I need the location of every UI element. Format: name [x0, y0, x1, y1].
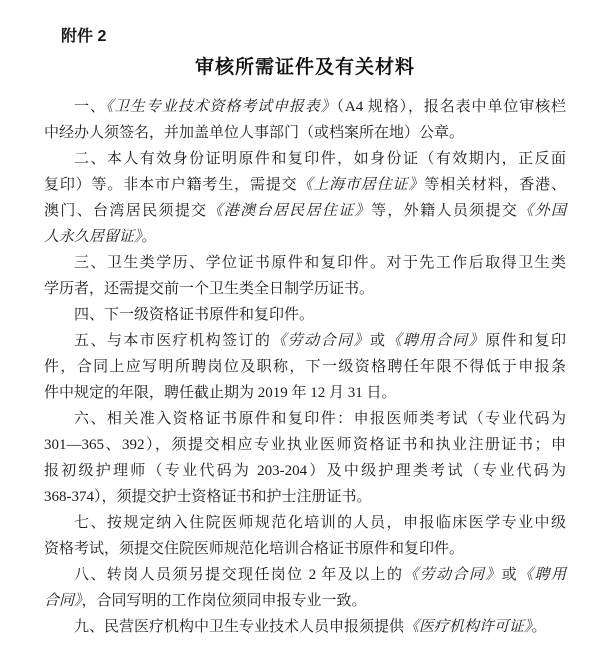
- document-line: 澳门、台湾居民须提交《港澳台居民居住证》等，外籍人员须提交《外国: [44, 203, 566, 219]
- document-line: 四、下一级资格证书原件和复印件。: [74, 307, 315, 323]
- document-line: 报初级护理师（专业代码为 203-204）及中级护理类考试（专业代码为: [44, 463, 566, 479]
- book-title-text: 《上海市居住证》: [297, 177, 425, 193]
- document-line: 二、本人有效身份证明原件和复印件，如身份证（有效期内，正反面: [74, 151, 566, 167]
- book-title-text: 《外国: [518, 203, 566, 219]
- document-line: 件中规定的年限，聘任截止期为 2019 年 12 月 31 日。: [44, 385, 397, 401]
- book-title-text: 人永久居留证》: [44, 229, 142, 245]
- document-line: 复印）等。非本市户籍考生，需提交《上海市居住证》等相关材料，香港、: [44, 177, 566, 193]
- book-title-text: 《劳动合同》: [271, 333, 371, 349]
- document-line: 一、《卫生专业技术资格考试申报表》（A4 规格），报名表中单位审核栏: [74, 99, 566, 115]
- document-line: 368-374），须提交护士资格证书和护士注册证书。: [44, 489, 372, 505]
- document-line: 三、卫生类学历、学位证书原件和复印件。对于先工作后取得卫生类: [74, 255, 566, 271]
- document-line: 五、与本市医疗机构签订的《劳动合同》或《聘用合同》原件和复印: [74, 333, 566, 349]
- document-line: 合同》，合同写明的工作岗位须同申报专业一致。: [44, 593, 367, 609]
- document-title: 审核所需证件及有关材料: [194, 57, 415, 78]
- document-line: 八、转岗人员须另提交现任岗位 2 年及以上的《劳动合同》或《聘用: [74, 567, 566, 583]
- document-line: 件，合同上应写明所聘岗位及职称，下一级资格聘任年限不得低于申报条: [44, 359, 566, 375]
- book-title-text: 《卫生专业技术资格考试申报表》: [105, 99, 337, 115]
- document-line: 七、按规定纳入住院医师规范化培训的人员，申报临床医学专业中级: [74, 515, 566, 531]
- book-title-text: 《聘用: [518, 567, 566, 583]
- book-title-text: 合同》: [44, 593, 82, 609]
- document-line: 人永久居留证》。: [44, 229, 157, 245]
- document-line: 资格考试，须提交住院医师规范化培训合格证书原件和复印件。: [44, 541, 465, 557]
- document-line: 六、相关准入资格证书原件和复印件：申报医师类考试（专业代码为: [74, 411, 566, 427]
- attachment-label: 附件 2: [61, 28, 107, 45]
- document-container: [44, 27, 566, 640]
- document-line: 中经办人须签名，并加盖单位人事部门（或档案所在地）公章。: [44, 125, 465, 141]
- document-line: 九、民营医疗机构中卫生专业技术人员申报须提供《医疗机构许可证》。: [74, 619, 547, 635]
- book-title-text: 《港澳台居民居住证》: [207, 203, 372, 219]
- book-title-text: 《聘用合同》: [386, 333, 486, 349]
- document-body: [44, 94, 566, 640]
- book-title-text: 《医疗机构许可证》: [404, 619, 532, 635]
- book-title-text: 《劳动合同》: [403, 567, 502, 583]
- document-line: 学历者，还需提交前一个卫生类全日制学历证书。: [44, 281, 375, 297]
- document-line: 301—365、392），须提交相应专业执业医师资格证书和执业注册证书；申: [44, 437, 566, 453]
